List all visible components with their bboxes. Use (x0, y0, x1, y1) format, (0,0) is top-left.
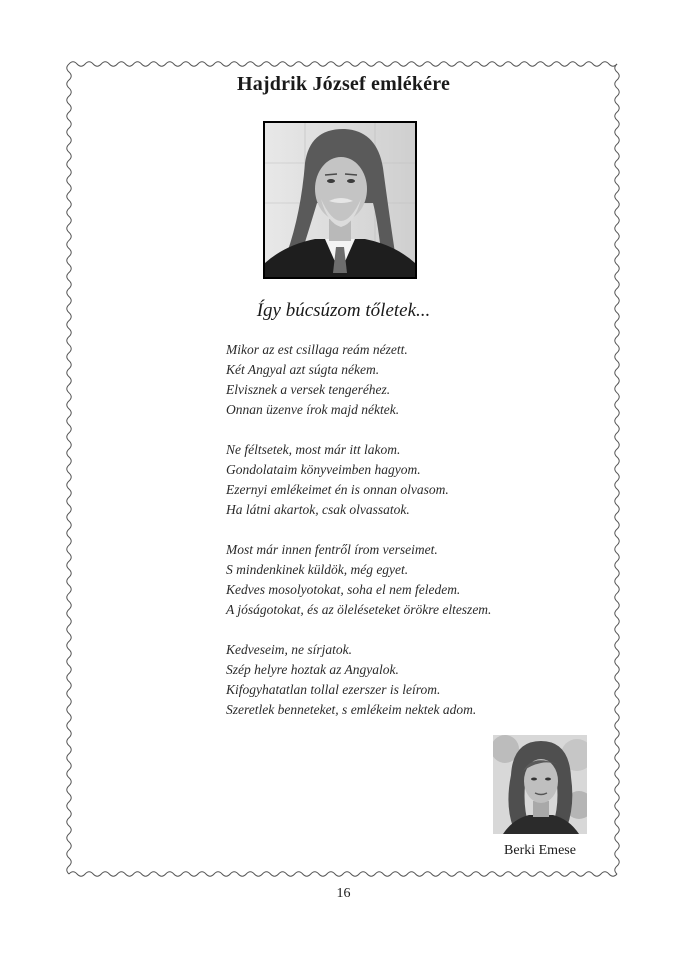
poem-line: Elvisznek a versek tengeréhez. (226, 382, 391, 397)
poem-line: A jóságotokat, és az öleléseteket örökre elteszem. (226, 602, 492, 617)
poem-line: Kifogyhatatlan tollal ezerszer is leírom. (226, 682, 441, 697)
author-portrait-photo (493, 735, 587, 834)
poem-stanza (226, 540, 596, 620)
poem-line: Két Angyal azt súgta nékem. (226, 362, 380, 377)
poem-line: Ezernyi emlékeimet én is onnan olvasom. (226, 482, 449, 497)
page-number: 16 (336, 886, 351, 901)
poem-line: Gondolataim könyveimben hagyom. (226, 462, 421, 477)
border-edge (69, 872, 617, 876)
border-edge (67, 64, 71, 874)
poem-line: Onnan üzenve írok majd néktek. (226, 402, 400, 417)
poem-line: Kedveseim, ne sírjatok. (226, 642, 352, 657)
memorial-portrait-photo (263, 121, 417, 279)
page-title: Hajdrik József emlékére (236, 73, 451, 95)
author-name: Berki Emese (504, 843, 576, 858)
poem-line: S mindenkinek küldök, még egyet. (226, 562, 409, 577)
poem-line: Ha látni akartok, csak olvassatok. (226, 502, 410, 517)
poem-line: Kedves mosolyotokat, soha el nem feledem. (226, 582, 461, 597)
poem-line: Mikor az est csillaga reám nézett. (226, 342, 408, 357)
border-edge (615, 64, 619, 874)
poem-stanza (226, 340, 596, 420)
poem-stanza (226, 440, 596, 520)
poem-line: Ne féltsetek, most már itt lakom. (226, 442, 401, 457)
border-edge (69, 62, 617, 66)
poem-line: Szép helyre hoztak az Angyalok. (226, 662, 399, 677)
poem-line: Most már innen fentről írom verseimet. (226, 542, 438, 557)
poem-stanza (226, 640, 596, 720)
poem-body (226, 340, 596, 740)
poem-title: Így búcsúzom tőletek... (256, 300, 431, 321)
poem-line: Szeretlek benneteket, s emlékeim nektek adom. (226, 702, 477, 717)
